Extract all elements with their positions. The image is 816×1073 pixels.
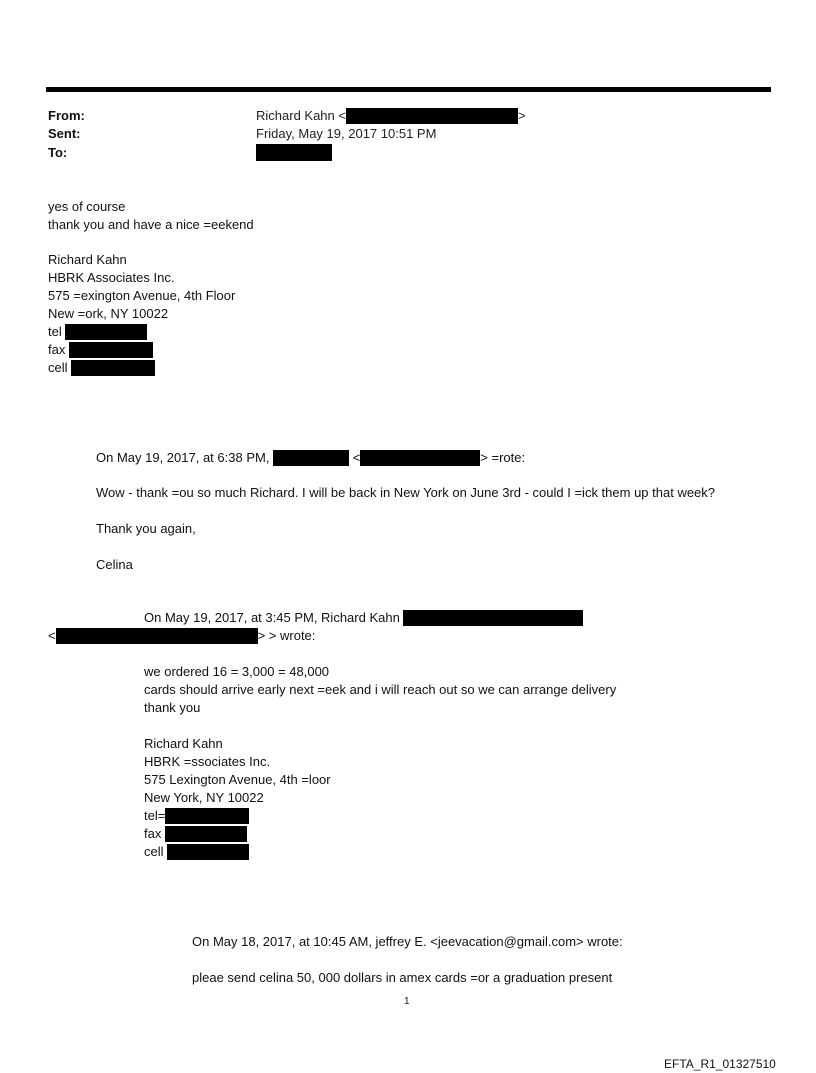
quote2-sig-address-1: 575 Lexington Avenue, 4th =loor: [144, 772, 331, 787]
quote2-sig-tel-label: tel=: [144, 808, 166, 823]
sig-cell: [48, 360, 155, 376]
quote2-intro-cont: [48, 628, 315, 644]
quote2-sig-company: HBRK =ssociates Inc.: [144, 754, 271, 769]
redacted-cell: [71, 360, 155, 376]
sig-fax: [48, 342, 153, 358]
quote2-intro: [144, 610, 583, 626]
redacted-tel: [65, 324, 147, 340]
sig-cell-label: cell: [48, 360, 68, 375]
redacted-quote2-email-2: [56, 628, 258, 644]
redacted-quote1-email: [360, 450, 480, 466]
sig-tel: [48, 324, 147, 340]
sig-company: HBRK Associates Inc.: [48, 270, 175, 285]
quote2-line-2: cards should arrive early next =eek and i will reach out so we can arrange delivery: [144, 682, 617, 697]
from-label: From:: [48, 108, 85, 123]
redacted-quote2-fax: [165, 826, 247, 842]
quote3-line-1: pleae send celina 50, 000 dollars in amex cards =or a graduation present: [192, 970, 613, 985]
quote1-intro-lt: <: [352, 450, 361, 465]
quote2-sig-cell-label: cell: [144, 844, 164, 859]
header-rule: [46, 87, 771, 92]
sig-tel-label: tel: [48, 324, 62, 339]
page-number: 1: [404, 996, 410, 1007]
quote2-sig-address-2: New York, NY 10022: [144, 790, 264, 805]
quote2-sig-tel: [144, 808, 249, 824]
to-label: To:: [48, 145, 68, 160]
redacted-from-email: [346, 108, 518, 124]
redacted-quote1-name: [273, 450, 349, 466]
quote2-sig-name: Richard Kahn: [144, 736, 223, 751]
from-close: >: [517, 108, 526, 123]
quote2-sig-cell: [144, 844, 249, 860]
quote1-line-3: Celina: [96, 557, 133, 572]
sig-address-1: 575 =exington Avenue, 4th Floor: [48, 288, 236, 303]
quote1-intro-prefix: On May 19, 2017, at 6:38 PM,: [96, 450, 270, 465]
quote2-line-3: thank you: [144, 700, 201, 715]
redacted-fax: [69, 342, 153, 358]
quote2-intro-suffix: > > wrote:: [257, 628, 316, 643]
footer-document-id: EFTA_R1_01327510: [664, 1057, 776, 1071]
quote2-intro-lt: <: [48, 628, 56, 643]
redacted-to: [256, 144, 332, 161]
body-line-1: yes of course: [48, 199, 126, 214]
sig-name: Richard Kahn: [48, 252, 127, 267]
sent-value: Friday, May 19, 2017 10:51 PM: [256, 126, 437, 141]
from-name: Richard Kahn <: [256, 108, 346, 123]
quote2-intro-text: On May 19, 2017, at 3:45 PM, Richard Kahn: [144, 610, 400, 625]
body-line-2: thank you and have a nice =eekend: [48, 217, 254, 232]
quote1-line-1: Wow - thank =ou so much Richard. I will be back in New York on June 3rd - could I =ick them up that week?: [96, 485, 716, 500]
redacted-quote2-cell: [167, 844, 249, 860]
from-value: [256, 108, 526, 124]
quote1-intro-suffix: > =rote:: [480, 450, 526, 465]
redacted-quote2-tel: [165, 808, 249, 824]
sent-label: Sent:: [48, 126, 81, 141]
quote1-intro: [96, 450, 525, 466]
sig-fax-label: fax: [48, 342, 66, 357]
sig-address-2: New =ork, NY 10022: [48, 306, 169, 321]
quote1-line-2: Thank you again,: [96, 521, 196, 536]
quote2-sig-fax: [144, 826, 247, 842]
quote3-intro: On May 18, 2017, at 10:45 AM, jeffrey E. <jeevacation@gmail.com> wrote:: [192, 934, 623, 949]
quote2-sig-fax-label: fax: [144, 826, 162, 841]
quote2-line-1: we ordered 16 = 3,000 = 48,000: [144, 664, 330, 679]
redacted-quote2-email-1: [403, 610, 583, 626]
